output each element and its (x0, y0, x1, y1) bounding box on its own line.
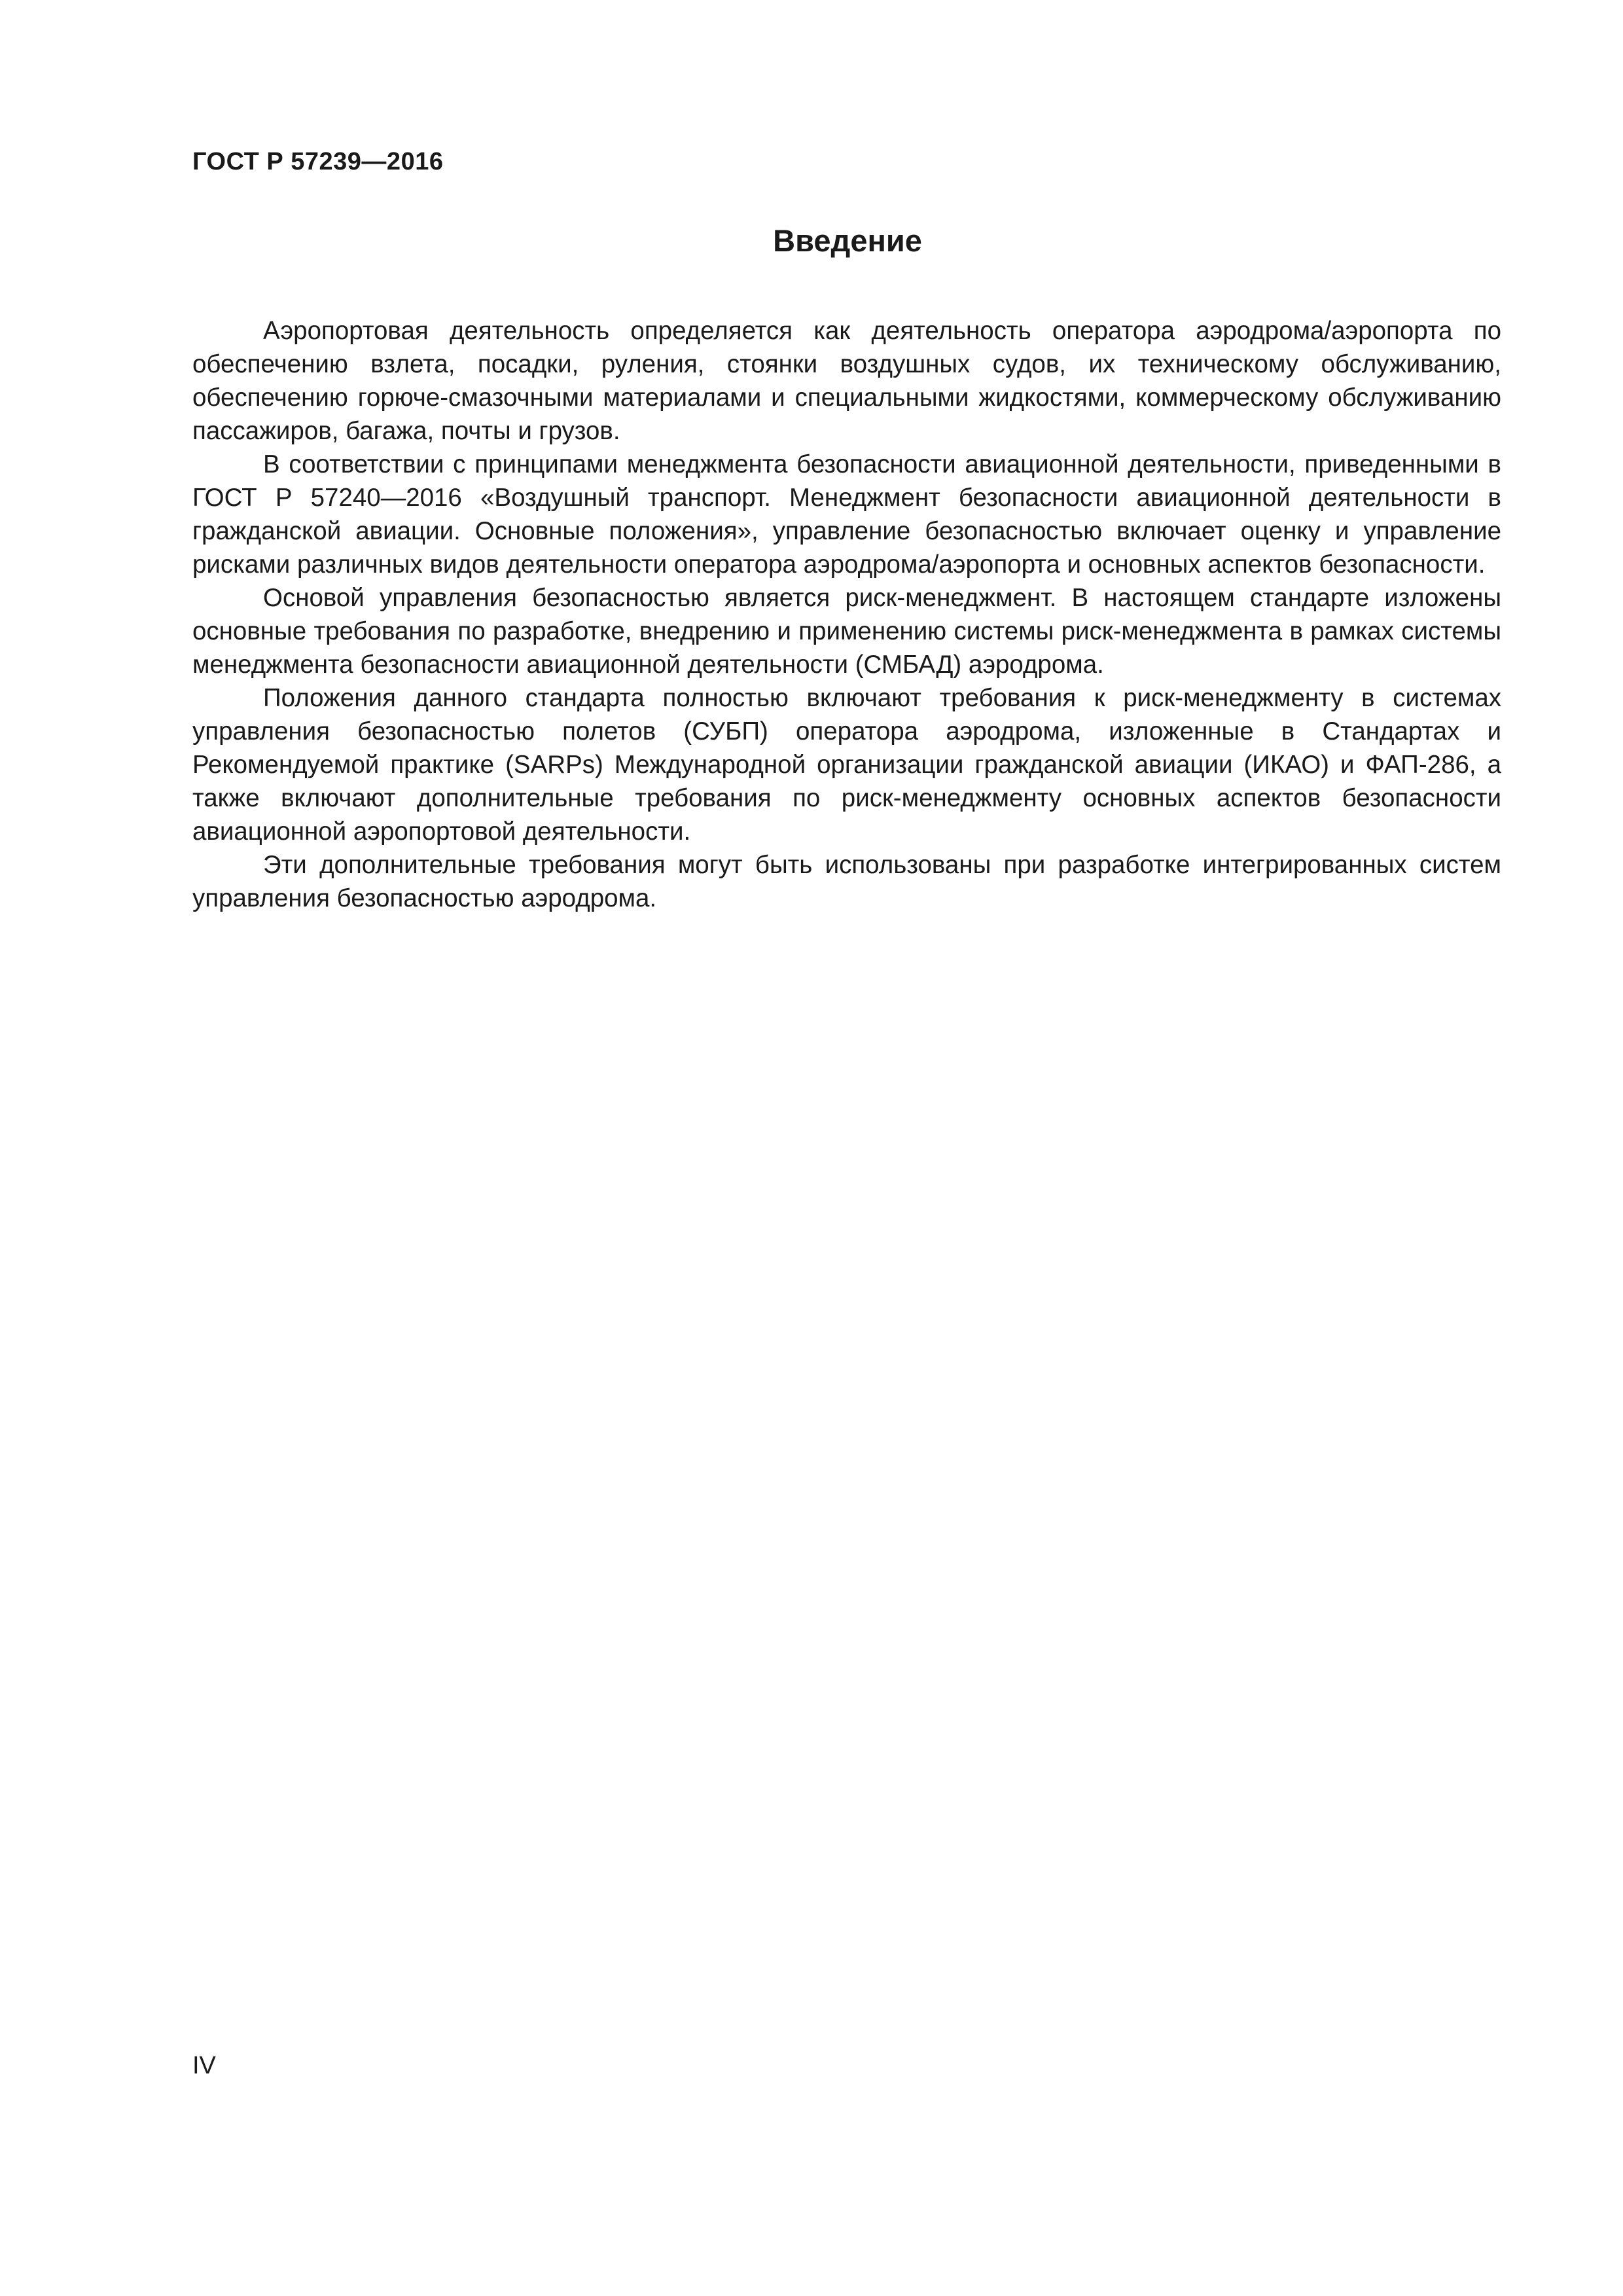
paragraph: В соответствии с принципами менеджмента безопасности авиационной деятельности, приведенными в ГОСТ Р 57240—2016 «Воздушный транспорт. Менеджмент безопасности авиационной деятельности в гражданской авиации. Основные положения», управление безопасностью включает оценку и управление рисками различных видов деятельности оператора аэродрома/аэропорта и основных аспектов безопасности. (192, 450, 1501, 579)
paragraph: Основой управления безопасностью является риск-менеджмент. В настоящем стандарте изложены основные требования по разработке, внедрению и применению системы риск-менеджмента в рамках системы менеджмента безопасности авиационной деятельности (СМБАД) аэродрома. (192, 584, 1501, 679)
paragraph: Эти дополнительные требования могут быть использованы при разработке интегрированных систем управления безопасностью аэродрома. (192, 851, 1501, 912)
section-title: Введение (773, 223, 922, 258)
introduction-body (192, 314, 1501, 915)
paragraph: Положения данного стандарта полностью включают требования к риск-менеджменту в системах управления безопасностью полетов (СУБП) оператора аэродрома, изложенные в Стандартах и Рекомендуемой практике (SARPs) Международной организации гражданской авиации (ИКАО) и ФАП-286, а также включают дополнительные требования по риск-менеджменту основных аспектов безопасности авиационной аэропортовой деятельности. (192, 684, 1501, 846)
paragraph: Аэропортовая деятельность определяется как деятельность оператора аэродрома/аэропорта по обеспечению взлета, посадки, руления, стоянки воздушных судов, их техническому обслуживанию, обеспечению горюче-смазочными материалами и специальными жидкостями, коммерческому обслуживанию пассажиров, багажа, почты и грузов. (192, 317, 1501, 445)
document-code: ГОСТ Р 57239—2016 (192, 148, 444, 175)
page-number: IV (192, 2052, 216, 2079)
